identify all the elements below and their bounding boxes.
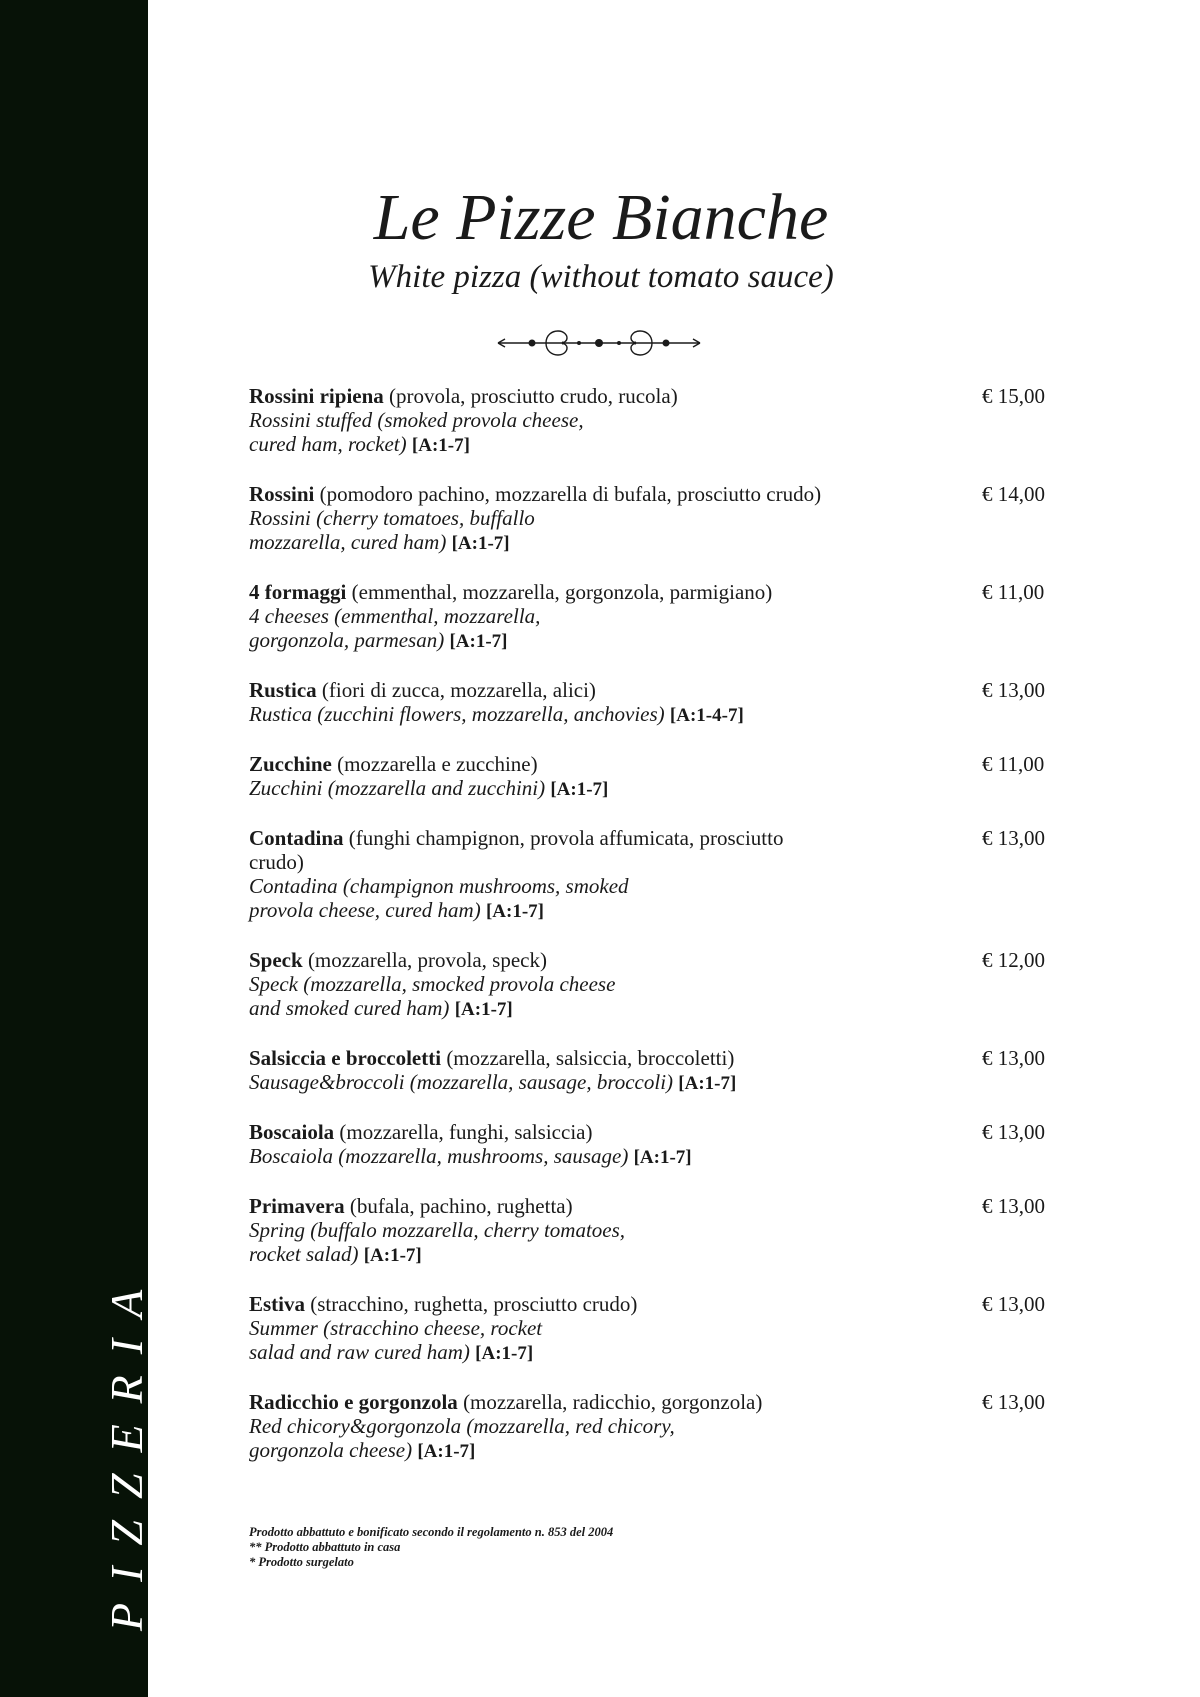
menu-item-price: € 14,00 bbox=[982, 482, 1045, 506]
menu-list bbox=[249, 384, 1109, 1464]
menu-item-english-text: Rustica (zucchini flowers, mozzarella, anchovies) bbox=[249, 702, 670, 726]
menu-item-english-text: gorgonzola cheese) bbox=[249, 1438, 418, 1462]
menu-item-text bbox=[249, 384, 839, 458]
menu-item-italian bbox=[249, 384, 839, 408]
menu-item-english bbox=[249, 1144, 839, 1170]
menu-item-price: € 13,00 bbox=[982, 678, 1045, 702]
menu-item-name: Contadina bbox=[249, 826, 344, 850]
menu-item-name: Speck bbox=[249, 948, 303, 972]
menu-item-english-text: Red chicory&gorgonzola (mozzarella, red chicory, bbox=[249, 1414, 675, 1438]
menu-item-price: € 15,00 bbox=[982, 384, 1045, 408]
menu-item-english-text: Boscaiola (mozzarella, mushrooms, sausage) bbox=[249, 1144, 634, 1168]
menu-item bbox=[249, 1046, 1109, 1096]
menu-item-price: € 11,00 bbox=[982, 580, 1045, 604]
menu-item-italian bbox=[249, 1194, 839, 1218]
menu-item-english-text: Spring (buffalo mozzarella, cherry tomatoes, bbox=[249, 1218, 626, 1242]
allergen-code: [A:1-7] bbox=[550, 779, 609, 800]
menu-item bbox=[249, 1120, 1109, 1170]
menu-item bbox=[249, 752, 1109, 802]
menu-item bbox=[249, 1194, 1109, 1268]
menu-item bbox=[249, 826, 1109, 924]
menu-item-price: € 13,00 bbox=[982, 1292, 1045, 1316]
menu-item-english-text: Rossini stuffed (smoked provola cheese, bbox=[249, 408, 584, 432]
menu-item-english-text: rocket salad) bbox=[249, 1242, 364, 1266]
menu-item-italian bbox=[249, 580, 839, 604]
menu-item-english bbox=[249, 1242, 839, 1268]
menu-item-english-text: Zucchini (mozzarella and zucchini) bbox=[249, 776, 551, 800]
menu-item-price: € 13,00 bbox=[982, 1390, 1045, 1414]
menu-item-english-text: Summer (stracchino cheese, rocket bbox=[249, 1316, 543, 1340]
menu-item-name: Boscaiola bbox=[249, 1120, 335, 1144]
menu-item-english-text: salad and raw cured ham) bbox=[249, 1340, 476, 1364]
menu-item bbox=[249, 1292, 1109, 1366]
menu-item-italian bbox=[249, 948, 839, 972]
menu-item-english-text: Sausage&broccoli (mozzarella, sausage, broccoli) bbox=[249, 1070, 679, 1094]
menu-item-name: 4 formaggi bbox=[249, 580, 347, 604]
menu-item-price: € 11,00 bbox=[982, 752, 1045, 776]
menu-item bbox=[249, 384, 1109, 458]
menu-item-price: € 13,00 bbox=[982, 1194, 1045, 1218]
menu-item-english bbox=[249, 1218, 839, 1242]
menu-item-english bbox=[249, 1414, 839, 1438]
menu-item-english bbox=[249, 972, 839, 996]
menu-item-description: (bufala, pachino, rughetta) bbox=[344, 1194, 573, 1218]
menu-item-description: (mozzarella, radicchio, gorgonzola) bbox=[457, 1390, 763, 1414]
menu-item-name: Rossini bbox=[249, 482, 315, 506]
menu-item-italian bbox=[249, 1390, 839, 1414]
menu-item-name: Primavera bbox=[249, 1194, 345, 1218]
menu-item-english bbox=[249, 1340, 839, 1366]
menu-item-english bbox=[249, 1438, 839, 1464]
menu-item-text bbox=[249, 1390, 839, 1464]
menu-item-english-text: Rossini (cherry tomatoes, buffallo bbox=[249, 506, 535, 530]
menu-item-english bbox=[249, 432, 839, 458]
menu-item-name: Radicchio e gorgonzola bbox=[249, 1390, 458, 1414]
menu-item-english bbox=[249, 506, 839, 530]
footnotes bbox=[249, 1525, 613, 1570]
sidebar bbox=[0, 0, 152, 1697]
allergen-code: [A:1-7] bbox=[417, 1441, 476, 1462]
menu-item-description: (stracchino, rughetta, prosciutto crudo) bbox=[305, 1292, 638, 1316]
menu-item bbox=[249, 1390, 1109, 1464]
menu-item-description: (emmenthal, mozzarella, gorgonzola, parmigiano) bbox=[346, 580, 773, 604]
ornament-divider bbox=[494, 325, 704, 361]
menu-item-name: Rustica bbox=[249, 678, 317, 702]
menu-item bbox=[249, 948, 1109, 1022]
menu-item-price: € 13,00 bbox=[982, 1120, 1045, 1144]
allergen-code: [A:1-7] bbox=[451, 533, 510, 554]
menu-item-english bbox=[249, 874, 839, 898]
menu-item-english bbox=[249, 604, 839, 628]
menu-item-italian bbox=[249, 826, 839, 874]
menu-item-name: Rossini ripiena bbox=[249, 384, 384, 408]
menu-item-text bbox=[249, 1046, 839, 1096]
menu-item-text bbox=[249, 948, 839, 1022]
menu-item-english bbox=[249, 1316, 839, 1340]
allergen-code: [A:1-7] bbox=[678, 1073, 737, 1094]
menu-item-description: (mozzarella, provola, speck) bbox=[302, 948, 547, 972]
allergen-code: [A:1-7] bbox=[633, 1147, 692, 1168]
menu-item-english-text: Speck (mozzarella, smocked provola cheese bbox=[249, 972, 616, 996]
menu-item-description: (pomodoro pachino, mozzarella di bufala, prosciutto crudo) bbox=[314, 482, 822, 506]
menu-item-english bbox=[249, 408, 839, 432]
menu-item-italian bbox=[249, 678, 839, 702]
menu-item-price: € 13,00 bbox=[982, 1046, 1045, 1070]
allergen-code: [A:1-7] bbox=[485, 901, 544, 922]
menu-item-description: (provola, prosciutto crudo, rucola) bbox=[383, 384, 678, 408]
menu-item-description: (mozzarella, salsiccia, broccoletti) bbox=[441, 1046, 735, 1070]
menu-item-description: (mozzarella, funghi, salsiccia) bbox=[334, 1120, 593, 1144]
menu-item-italian bbox=[249, 1120, 839, 1144]
menu-item-text bbox=[249, 1120, 839, 1170]
menu-item bbox=[249, 482, 1109, 556]
menu-item-english bbox=[249, 776, 839, 802]
footnote: ** Prodotto abbattuto in casa bbox=[249, 1540, 401, 1554]
menu-item-description: (funghi champignon, provola affumicata, prosciutto crudo) bbox=[249, 826, 784, 874]
footnote: Prodotto abbattuto e bonificato secondo il regolamento n. 853 del 2004 bbox=[249, 1525, 614, 1539]
menu-item-english-text: cured ham, rocket) bbox=[249, 432, 412, 456]
menu-item-price: € 13,00 bbox=[982, 826, 1045, 850]
menu-item-text bbox=[249, 580, 839, 654]
menu-item-english bbox=[249, 898, 839, 924]
menu-item bbox=[249, 580, 1109, 654]
allergen-code: [A:1-7] bbox=[363, 1245, 422, 1266]
allergen-code: [A:1-7] bbox=[449, 631, 508, 652]
menu-item-english-text: 4 cheeses (emmenthal, mozzarella, bbox=[249, 604, 541, 628]
menu-item bbox=[249, 678, 1109, 728]
menu-item-description: (fiori di zucca, mozzarella, alici) bbox=[316, 678, 596, 702]
menu-item-english-text: and smoked cured ham) bbox=[249, 996, 455, 1020]
menu-item-english bbox=[249, 702, 839, 728]
menu-item-english bbox=[249, 530, 839, 556]
page-subtitle: White pizza (without tomato sauce) bbox=[368, 259, 834, 295]
menu-item-italian bbox=[249, 752, 839, 776]
menu-item-text bbox=[249, 1194, 839, 1268]
menu-item-english-text: provola cheese, cured ham) bbox=[249, 898, 486, 922]
menu-item-name: Estiva bbox=[249, 1292, 306, 1316]
menu-item-english-text: mozzarella, cured ham) bbox=[249, 530, 452, 554]
menu-item-english-text: Contadina (champignon mushrooms, smoked bbox=[249, 874, 629, 898]
menu-item-english-text: gorgonzola, parmesan) bbox=[249, 628, 450, 652]
menu-item-price: € 12,00 bbox=[982, 948, 1045, 972]
menu-item-name: Salsiccia e broccoletti bbox=[249, 1046, 442, 1070]
menu-item-description: (mozzarella e zucchine) bbox=[331, 752, 538, 776]
menu-item-english bbox=[249, 1070, 839, 1096]
menu-item-english bbox=[249, 996, 839, 1022]
menu-item-text bbox=[249, 826, 839, 924]
footnote: * Prodotto surgelato bbox=[249, 1555, 354, 1569]
menu-item-italian bbox=[249, 482, 839, 506]
allergen-code: [A:1-7] bbox=[475, 1343, 534, 1364]
menu-item-italian bbox=[249, 1292, 839, 1316]
menu-item-english bbox=[249, 628, 839, 654]
menu-item-name: Zucchine bbox=[249, 752, 332, 776]
menu-item-italian bbox=[249, 1046, 839, 1070]
page-title: Le Pizze Bianche bbox=[373, 181, 829, 254]
allergen-code: [A:1-7] bbox=[454, 999, 513, 1020]
allergen-code: [A:1-7] bbox=[411, 435, 470, 456]
menu-item-text bbox=[249, 1292, 839, 1366]
menu-item-text bbox=[249, 482, 839, 556]
allergen-code: [A:1-4-7] bbox=[669, 705, 744, 726]
menu-item-text bbox=[249, 752, 839, 802]
sidebar-label: PIZZERIA bbox=[101, 1268, 152, 1631]
menu-item-text bbox=[249, 678, 839, 728]
